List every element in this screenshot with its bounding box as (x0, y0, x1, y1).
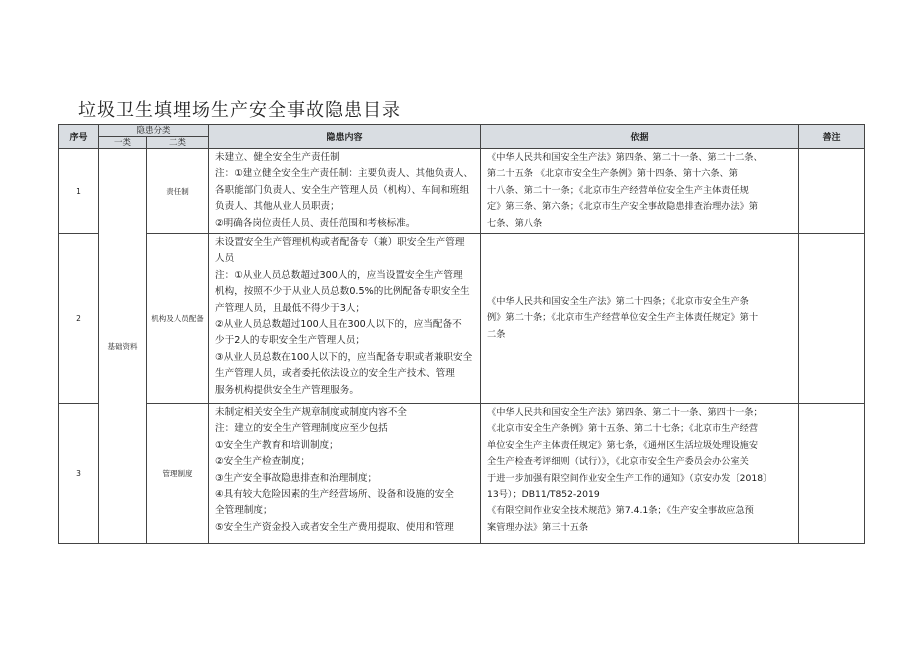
basis-cell (481, 404, 799, 544)
content-line: 注：①从业人员总数超过300人的，应当设置安全生产管理 (215, 269, 463, 281)
remarks-cell (799, 149, 865, 234)
header-category: 隐患分类 (99, 125, 209, 137)
content-cell (209, 404, 481, 544)
page-title: 垃圾卫生填埋场生产安全事故隐患目录 (78, 100, 401, 121)
content-line: 少于2人的专职安全生产管理人员； (215, 335, 366, 347)
content-line: ④具有较大危险因素的生产经营场所、设备和设施的安全 (215, 489, 454, 501)
basis-cell (481, 149, 799, 234)
header-content: 隐患内容 (209, 125, 481, 149)
header-cat2: 二类 (147, 137, 209, 149)
basis-line: 七条、第八条 (487, 217, 543, 229)
row-seq: 1 (59, 149, 99, 234)
basis-line: 案管理办法》第三十五条 (487, 521, 589, 533)
basis-line: 于进一步加强有限空间作业安全生产工作的通知》（京安办发〔2018〕 (487, 472, 773, 484)
content-cell (209, 234, 481, 404)
basis-line: 《中华人民共和国安全生产法》第四条、第二十一条、第四十一条； (487, 407, 763, 419)
content-line: ②安全生产检查制度； (215, 456, 310, 468)
content-line: 生产管理人员，或者委托依法设立的安全生产技术、管理 (215, 368, 455, 380)
basis-line: 定》第三条、第六条；《北京市生产安全事故隐患排查治理办法》第 (487, 201, 759, 213)
header-remarks: 善注 (799, 125, 865, 149)
basis-line: 全生产检查考评细则（试行）》，《北京市安全生产委员会办公室关 (487, 456, 749, 468)
basis-line: 十八条、第二十一条；《北京市生产经营单位安全生产主体责任规 (487, 184, 749, 196)
remarks-cell (799, 234, 865, 404)
content-line: 人员 (215, 253, 235, 265)
table-row (59, 404, 865, 544)
content-line: 注：①建立健全安全生产责任制：主要负责人、其他负责人、 (215, 168, 474, 180)
row-seq: 2 (59, 234, 99, 404)
content-line: ①安全生产教育和培训制度； (215, 439, 339, 451)
basis-line: 例》第二十条；《北京市生产经营单位安全生产主体责任规定》第十 (487, 312, 759, 324)
content-line: 负责人、其他从业人员职责； (215, 201, 340, 213)
basis-line: 第二十五条 《北京市安全生产条例》第十四条、第十六条、第 (487, 168, 738, 180)
content-line: 未设置安全生产管理机构或者配备专（兼）职安全生产管理 (215, 237, 465, 249)
row-seq: 3 (59, 404, 99, 544)
content-line: 产管理人员，且最低不得少于3人； (215, 302, 366, 314)
basis-cell (481, 234, 799, 404)
header-cat1: 一类 (99, 137, 147, 149)
content-cell (209, 149, 481, 234)
content-line: 服务机构提供安全生产管理服务。 (215, 384, 359, 396)
content-line: 未建立、健全安全生产责任制 (215, 152, 340, 163)
cat2-cell: 责任制 (147, 149, 209, 234)
basis-line: 二条 (487, 328, 506, 340)
header-seq: 序号 (59, 125, 99, 149)
table-row (59, 234, 865, 404)
content-line: 机构，按照不少于从业人员总数0.5%的比例配备专职安全生 (215, 286, 470, 298)
table-row (59, 149, 865, 234)
basis-line: 单位安全生产主体责任规定》第七条，《通州区生活垃圾处理设施安 (487, 439, 759, 451)
basis-line: 《有限空间作业安全技术规范》第7.4.1条；《生产安全事故应急预 (487, 505, 754, 517)
content-line: 全管理制度； (215, 505, 273, 517)
basis-line: 13号）；DB11/T852-2019 (487, 489, 600, 501)
content-line: ③生产安全事故隐患排查和治理制度； (215, 472, 378, 484)
remarks-cell (799, 404, 865, 544)
content-line: ③从业人员总数在100人以下的，应当配备专职或者兼职安全 (215, 351, 473, 363)
basis-line: 《中华人民共和国安全生产法》第二十四条；《北京市安全生产条 (487, 295, 749, 307)
hazard-table (58, 124, 865, 544)
content-line: ②从业人员总数超过100人且在300人以下的，应当配备不 (215, 319, 462, 331)
cat2-cell: 机构及人员配备 (147, 234, 209, 404)
header-basis: 依据 (481, 125, 799, 149)
basis-line: 《中华人民共和国安全生产法》第四条、第二十一条、第二十二条、 (487, 152, 763, 163)
content-line: ⑤安全生产资金投入或者安全生产费用提取、使用和管理 (215, 521, 454, 533)
content-line: ②明确各岗位责任人员、责任范围和考核标准。 (215, 217, 416, 229)
content-line: 各职能部门负责人、安全生产管理人员（机构）、车间和班组 (215, 184, 470, 196)
cat2-cell: 管理制度 (147, 404, 209, 544)
basis-line: 《北京市安全生产条例》第十五条、第二十七条；《北京市生产经营 (487, 423, 759, 435)
cat1-cell: 基础资料 (99, 149, 147, 544)
content-line: 注：建立的安全生产管理制度应至少包括 (215, 423, 388, 435)
content-line: 未制定相关安全生产规章制度或制度内容不全 (215, 407, 407, 419)
